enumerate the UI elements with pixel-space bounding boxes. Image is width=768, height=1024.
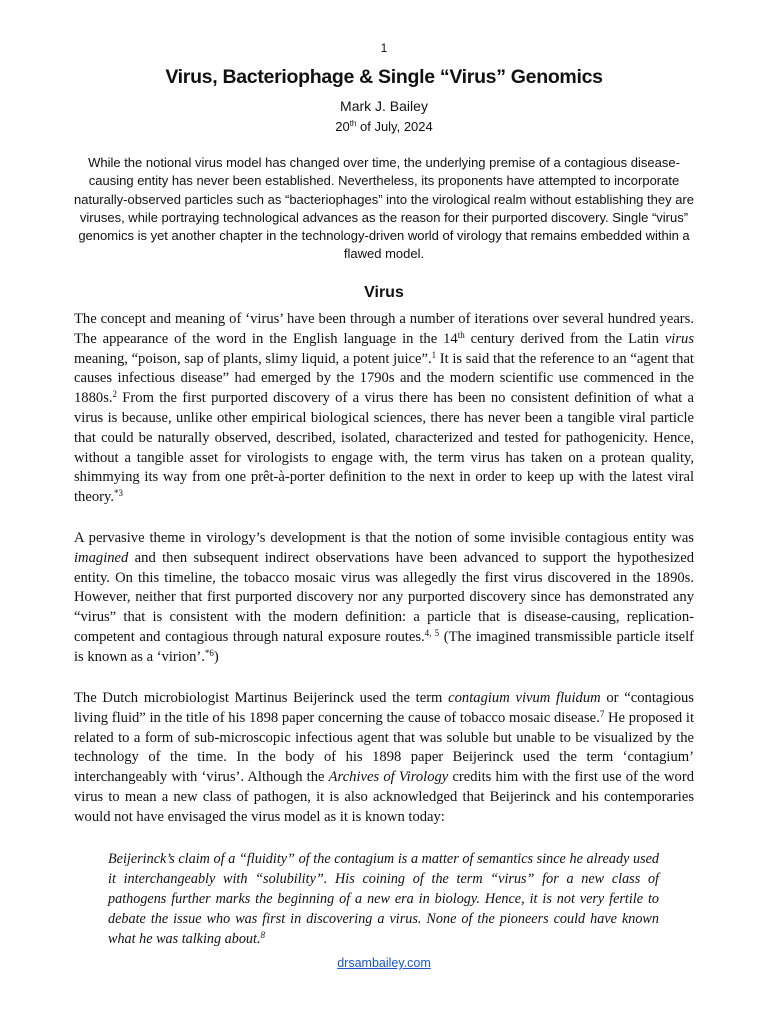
text-run: and then subsequent indirect observations have been advanced to support the hypothesized entity. On this timeline, the tobacco mosaic virus was allegedly the first virus discovered in the 1890s. However, neither that first purported discovery nor any purported discovery since has demonstrated any “virus” that is consistent with the modern definition: a particle that is disease-causing, replication-competent and contagious through natural exposure routes.: [74, 549, 694, 645]
text-run: (The imagined transmissible particle itself is known as a ‘virion’.: [74, 628, 695, 665]
text-run: ): [213, 648, 219, 665]
date-suffix: th: [349, 119, 357, 128]
footnote-ref: 2: [112, 389, 118, 400]
website-link[interactable]: drsambailey.com: [337, 956, 431, 970]
body-paragraph-1: [74, 310, 694, 508]
footnote-ref: 4, 5: [424, 627, 440, 638]
superscript: th: [457, 329, 465, 340]
quote-text: Beijerinck’s claim of a “fluidity” of the contagium is a matter of semantics since he already used it interchangeably with “solubility”. His coining of the term “virus” for a new class of pathogens further marks the beginning of a new era in biology. Hence, it is not very fertile to debate the issue who was first in discovering a virus. None of the pioneers could have known what he was talking about.: [108, 851, 659, 947]
text-run: The concept and meaning of ‘virus’ have been through a number of iterations over several hundred years. The appearance of the word in the English language in the 14: [74, 311, 694, 347]
date-day: 20: [335, 119, 350, 134]
text-run: He proposed it related to a form of sub-microscopic infectious agent that was soluble but unable to be visualized by the technology of the time. In the body of his 1898 paper Beijerinck used the term ‘contagium’ interchangeably with ‘virus’. Although the: [74, 709, 695, 786]
text-run: It is said that the reference to an “agent that causes infectious disease” had emerged by the 1790s and the modern scientific use commenced in the 1880s.: [74, 350, 694, 407]
text-run: A pervasive theme in virology’s development is that the notion of some invisible contagious entity was: [74, 530, 694, 546]
footer: [0, 956, 768, 970]
italic-term: contagium vivum fluidum: [448, 690, 601, 706]
section-heading: Virus: [364, 284, 404, 301]
abstract: While the notional virus model has changed over time, the underlying premise of a contagious disease-causing entity has never been established. Nevertheless, its proponents have attempted to incorporate naturally-observed particles such as “bacteriophages” into the virological realm without establishing they are viruses, while portraying technological advances as the reason for their purported discovery. Single “virus” genomics is yet another chapter in the technology-driven world of virology that remains embedded within a flawed model.: [74, 155, 694, 262]
footnote-ref: *6: [204, 647, 214, 658]
text-run: meaning, “poison, sap of plants, slimy liquid, a potent juice”.: [74, 350, 432, 367]
date-rest: of July, 2024: [356, 119, 433, 134]
text-run: century derived from the Latin: [464, 330, 665, 347]
body-paragraph-3: [74, 689, 694, 828]
publication-date: [0, 119, 768, 134]
text-run: From the first purported discovery of a virus there has been no consistent definition of what a virus is because, unlike other empirical biological sciences, there has never been a tangible viral particle that could be naturally observed, described, isolated, characterized and tested for pathogenicity. Hence, without a tangible asset for virologists to engage with, the term virus has taken on a protean quality, shimmying its way from one prêt-à-porter definition to the next in order to keep up with the latest viral theory.: [74, 390, 694, 506]
text-run: The Dutch microbiologist Martinus Beijerinck used the term: [74, 690, 449, 706]
text-run: credits him with the first use of the word virus to mean a new class of pathogen, it is also acknowledged that Beijerinck and his contemporaries would not have envisaged the virus model as it is known today:: [74, 769, 695, 825]
footnote-ref: *3: [113, 488, 123, 499]
block-quote: [108, 849, 659, 949]
page-number: 1: [380, 41, 388, 55]
italic-term: Archives of Virology: [328, 769, 449, 786]
footnote-ref: 1: [431, 349, 437, 360]
paper-title: Virus, Bacteriophage & Single “Virus” Genomics: [165, 66, 603, 88]
text-run: or “contagious living fluid” in the title of his 1898 paper concerning the cause of tobacco mosaic disease.: [74, 690, 694, 726]
author-name: Mark J. Bailey: [340, 98, 428, 114]
italic-term: imagined: [74, 549, 129, 566]
footnote-ref: 8: [260, 930, 266, 940]
footnote-ref: 7: [599, 708, 605, 719]
italic-term: virus: [664, 330, 695, 347]
body-paragraph-2: [74, 529, 694, 668]
